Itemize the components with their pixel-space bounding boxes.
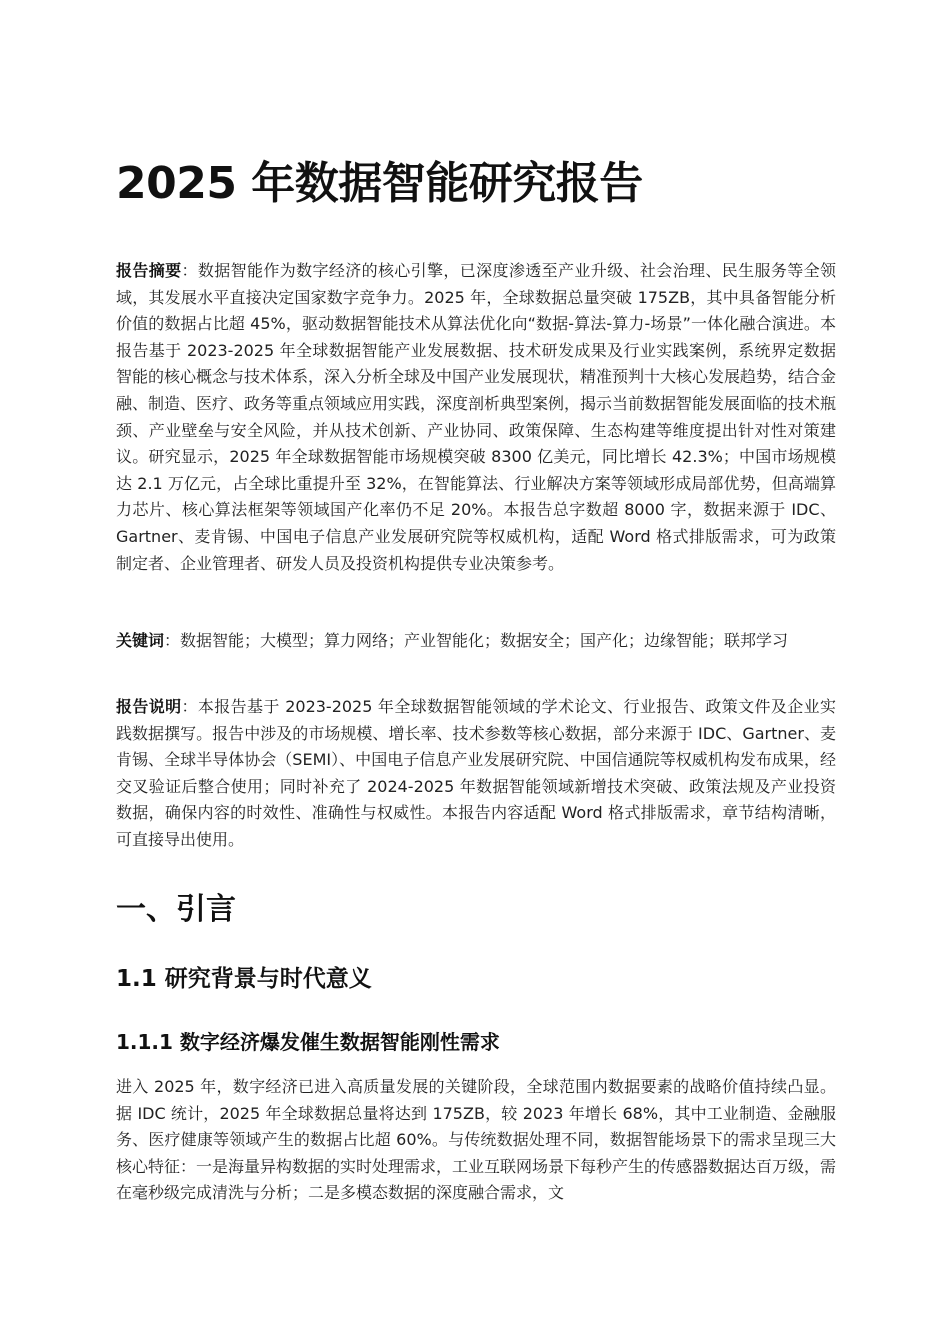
abstract-paragraph [116,258,836,577]
notes-text: 本报告基于 2023-2025 年全球数据智能领域的学术论文、行业报告、政策文件及企业实践数据撰写。报告中涉及的市场规模、增长率、技术参数等核心数据，部分来源于 IDC、Gartner、麦肯锡、全球半导体协会（SEMI）、中国电子信息产业发展研究院、中国信通院等权威机构发布成果，经交叉验证后整合使用；同时补充了 2024-2025 年数据智能领域新增技术突破、政策法规及产业投资数据，确保内容的时效性、准确性与权威性。本报告内容适配 Word 格式排版需求，章节结构清晰，可直接导出使用。 [116,697,836,849]
keywords-text: 数据智能；大模型；算力网络；产业智能化；数据安全；国产化；边缘智能；联邦学习 [180,631,789,650]
abstract-text: 数据智能作为数字经济的核心引擎，已深度渗透至产业升级、社会治理、民生服务等全领域，其发展水平直接决定国家数字竞争力。2025 年，全球数据总量突破 175ZB，其中具备智能分析价值的数据占比超 45%，驱动数据智能技术从算法优化向“数据-算法-算力-场景”一体化融合演进。本报告基于 2023-2025 年全球数据智能产业发展数据、技术研发成果及行业实践案例，系统界定数据智能的核心概念与技术体系，深入分析全球及中国产业发展现状，精准预判十大核心发展趋势，结合金融、制造、医疗、政务等重点领域应用实践，深度剖析典型案例，揭示当前数据智能发展面临的技术瓶颈、产业壁垒与安全风险，并从技术创新、产业协同、政策保障、生态构建等维度提出针对性对策建议。研究显示，2025 年全球数据智能市场规模突破 8300 亿美元，同比增长 42.3%；中国市场规模达 2.1 万亿元，占全球比重提升至 32%，在智能算法、行业解决方案等领域形成局部优势，但高端算力芯片、核心算法框架等领域国产化率仍不足 20%。本报告总字数超 8000 字，数据来源于 IDC、Gartner、麦肯锡、中国电子信息产业发展研究院等权威机构，适配 Word 格式排版需求，可为政策制定者、企业管理者、研发人员及投资机构提供专业决策参考。 [116,261,837,573]
keywords-separator: ： [164,631,181,650]
notes-paragraph [116,694,836,854]
notes-separator: ： [181,697,198,716]
section-heading: 一、引言 [116,892,236,927]
subsubsection-heading: 1.1.1 数字经济爆发催生数据智能刚性需求 [116,1030,500,1054]
body-paragraph: 进入 2025 年，数字经济已进入高质量发展的关键阶段，全球范围内数据要素的战略价值持续凸显。据 IDC 统计，2025 年全球数据总量将达到 175ZB，较 2023 年增长 68%，其中工业制造、金融服务、医疗健康等领域产生的数据占比超 60%。与传统数据处理不同，数据智能场景下的需求呈现三大核心特征：一是海量异构数据的实时处理需求，工业互联网场景下每秒产生的传感器数据达百万级，需在毫秒级完成清洗与分析；二是多模态数据的深度融合需求，文 [116,1077,837,1203]
subsection-heading: 1.1 研究背景与时代意义 [116,966,372,992]
abstract-label: 报告摘要 [116,261,182,280]
notes-label: 报告说明 [116,697,182,716]
abstract-separator: ： [181,261,198,280]
keywords-label: 关键词 [116,631,165,650]
keywords-paragraph [116,628,836,655]
report-title: 2025 年数据智能研究报告 [116,158,643,209]
